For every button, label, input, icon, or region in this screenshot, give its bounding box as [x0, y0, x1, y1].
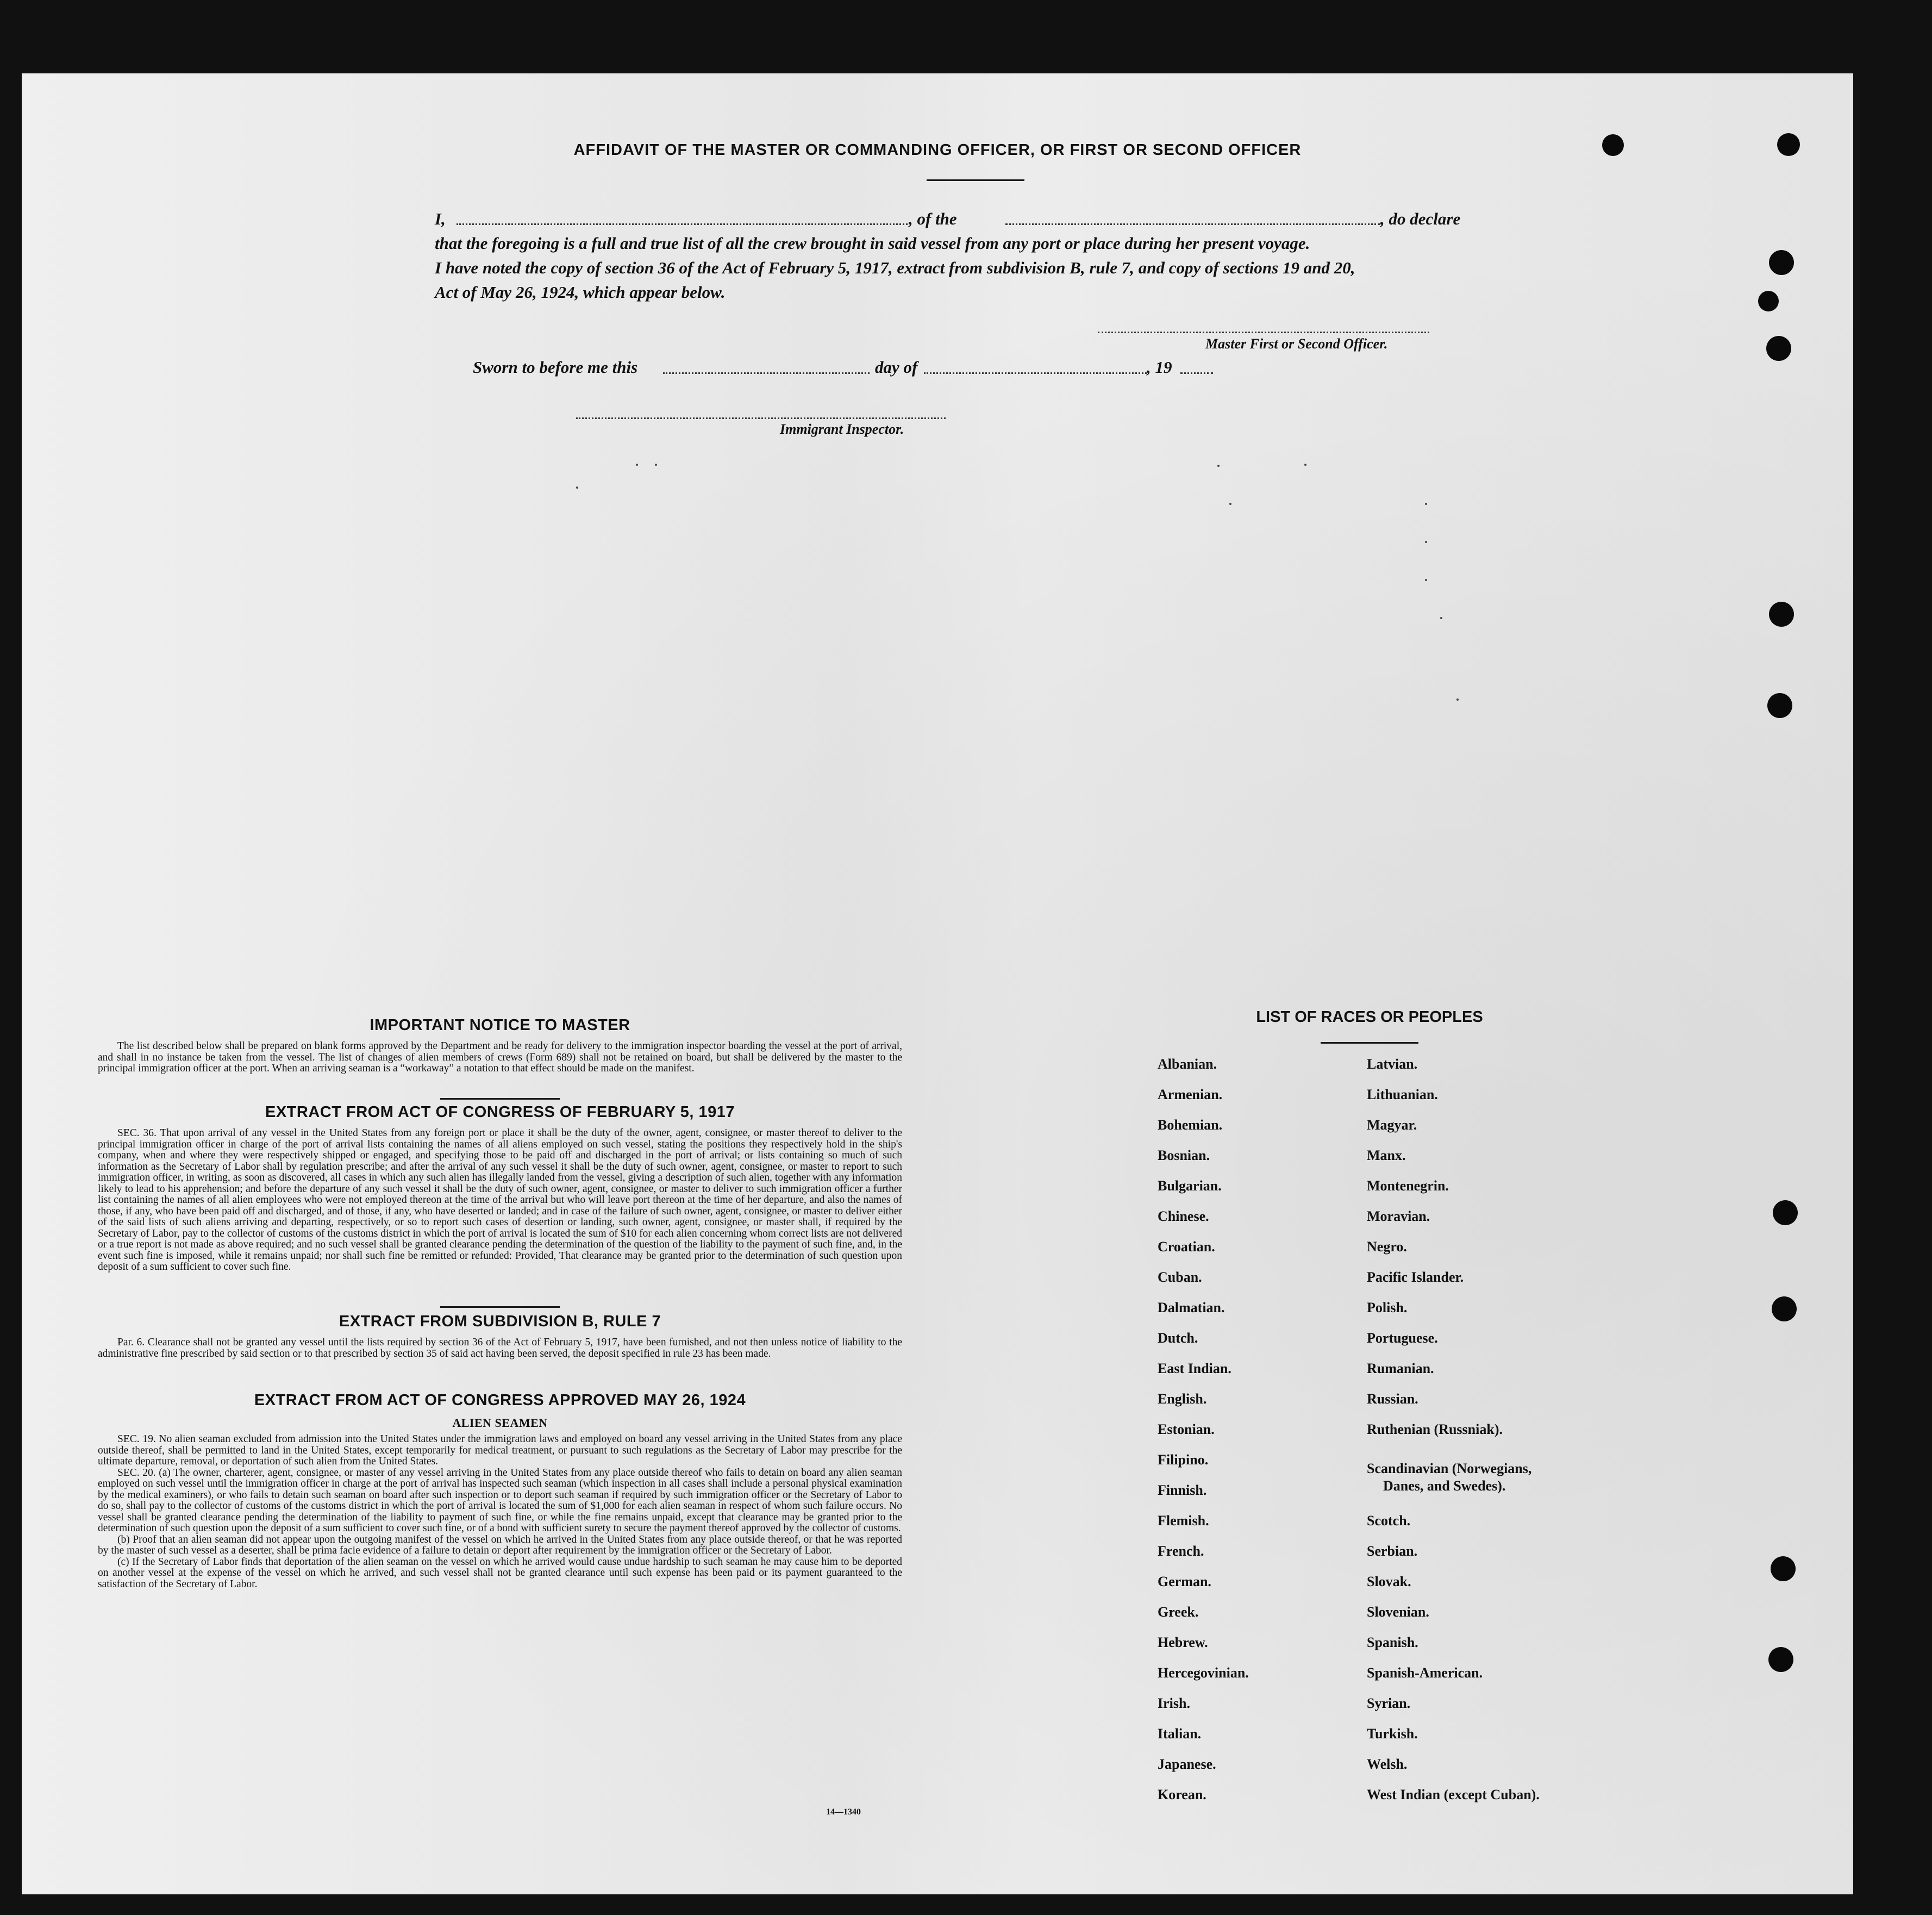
section-rule — [440, 1306, 560, 1308]
speck — [1217, 465, 1220, 467]
race-item: Bosnian. — [1158, 1147, 1210, 1163]
race-item: German. — [1158, 1574, 1211, 1589]
speck — [1425, 541, 1427, 543]
race-item: Lithuanian. — [1367, 1087, 1438, 1102]
race-item: Serbian. — [1367, 1543, 1418, 1559]
sworn-month-blank[interactable] — [924, 372, 1147, 374]
race-item: Korean. — [1158, 1787, 1206, 1802]
race-item: Greek. — [1158, 1604, 1199, 1620]
race-item: Finnish. — [1158, 1482, 1207, 1498]
punch-hole — [1758, 291, 1779, 311]
form-number: 14—1340 — [826, 1807, 861, 1817]
race-item: East Indian. — [1158, 1361, 1231, 1376]
sworn-day-blank[interactable] — [663, 372, 870, 374]
race-item: Irish. — [1158, 1695, 1190, 1711]
title-rule — [927, 179, 1024, 181]
extract-rule7-text: Par. 6. Clearance shall not be granted any vessel until the lists required by section 36 of the Act of February 5, 1917, have been furnished, and not then unless notice of liability to the administrative fine prescribed by said section or to that prescribed by section 35 of said act having been served, the deposit specified in rule 23 has been made. — [98, 1337, 902, 1359]
punch-hole — [1772, 1296, 1797, 1321]
day-of-label: day of — [875, 358, 918, 377]
race-item: Italian. — [1158, 1726, 1202, 1742]
race-item: Filipino. — [1158, 1452, 1209, 1468]
name-blank[interactable] — [457, 223, 908, 225]
race-item: Armenian. — [1158, 1087, 1223, 1102]
punch-hole — [1767, 693, 1792, 718]
race-item: Scandinavian (Norwegians, — [1367, 1461, 1532, 1476]
race-item: Moravian. — [1367, 1208, 1430, 1224]
affidavit-title: AFFIDAVIT OF THE MASTER OR COMMANDING OFFICER, OR FIRST OR SECOND OFFICER — [573, 141, 1302, 159]
race-item: Cuban. — [1158, 1269, 1202, 1285]
punch-hole — [1768, 1647, 1793, 1672]
race-item: Ruthenian (Russniak). — [1367, 1421, 1503, 1437]
race-item: English. — [1158, 1391, 1207, 1407]
race-item: Bohemian. — [1158, 1117, 1223, 1133]
speck — [636, 464, 638, 466]
race-item: Slovenian. — [1367, 1604, 1429, 1620]
inspector-signature-blank[interactable] — [576, 417, 946, 419]
race-item: Russian. — [1367, 1391, 1418, 1407]
vessel-blank[interactable] — [1005, 223, 1380, 225]
punch-hole — [1773, 1200, 1798, 1225]
master-signature-blank[interactable] — [1098, 332, 1429, 333]
race-item: Magyar. — [1367, 1117, 1417, 1133]
i-label: I, — [435, 209, 446, 228]
sworn-label: Sworn to before me this — [473, 358, 638, 377]
race-item: Pacific Islander. — [1367, 1269, 1464, 1285]
race-item: Albanian. — [1158, 1056, 1217, 1072]
speck — [576, 486, 578, 489]
race-item: Latvian. — [1367, 1056, 1418, 1072]
race-item: Manx. — [1367, 1147, 1406, 1163]
race-item: West Indian (except Cuban). — [1367, 1787, 1540, 1802]
punch-hole — [1769, 250, 1794, 275]
extract-1924-text: SEC. 19. No alien seaman excluded from admission into the United States under the immigration laws and employed on board any vessel arriving in the United States from any place outside thereof, shall be permitted to land in the United States, except temporarily for medical treatment, or pursuant to such regulations as the Secretary of Labor may prescribe for the ultimate departure, removal, or deportation of such alien from the United States. SEC. 20. (a) The owner, charterer, agent, consignee, or master of any vessel arriving in the United States from any place outside thereof who fails to detain on board any alien seaman employed on such vessel until the immigration officer in charge at the port of arrival has inspected such seaman (which inspection in all cases shall include a personal physical examination by the medical examiners), or who fails to detain such seaman on board after such inspection or to deport such seaman if required by such immigration officer or the Secretary of Labor to do so, shall pay to the collector of customs of the customs district in which the port of arrival is located the sum of $1,000 for each alien seaman in respect of whom such failure occurs. No vessel shall be granted clearance pending the determination of the liability to payment of such fine, or while the fine remains unpaid, except that clearance may be granted prior to the determination of such question upon the deposit of a sum sufficient to cover such fine, or of a bond with sufficient surety to secure the payment thereof approved by the collector of customs. (b) Proof that an alien seaman did not appear upon the outgoing manifest of the vessel on which he arrived in the United States from any place outside thereof, or that he was reported by the master of such vessel as a deserter, shall be prima facie evidence of a failure to detain or deport after requirement by the immigration officer or the Secretary of Labor. (c) If the Secretary of Labor finds that deportation of the alien seaman on the vessel on which he arrived would cause undue hardship to such seaman he may cause him to be deported on another vessel at the expense of the vessel on which he arrived, and such vessel shall not be granted clearance until such expense has been paid or its payment guaranteed to the satisfaction of the Secretary of Labor. — [98, 1433, 902, 1590]
race-item: Flemish. — [1158, 1513, 1209, 1529]
race-item: Slovak. — [1367, 1574, 1411, 1589]
extract-1917-title: EXTRACT FROM ACT OF CONGRESS OF FEBRUARY 5, 1917 — [265, 1103, 735, 1121]
punch-hole — [1766, 336, 1791, 361]
year-blank[interactable] — [1180, 372, 1213, 374]
race-item: Danes, and Swedes). — [1383, 1478, 1506, 1494]
race-item: Hercegovinian. — [1158, 1665, 1249, 1681]
race-item: Portuguese. — [1367, 1330, 1438, 1346]
race-item: Negro. — [1367, 1239, 1407, 1255]
speck — [1304, 464, 1306, 466]
affidavit-line-1 — [435, 209, 446, 229]
races-rule — [1321, 1042, 1418, 1044]
inspector-signature-label: Immigrant Inspector. — [780, 421, 904, 437]
punch-hole — [1771, 1556, 1796, 1581]
speck — [1425, 503, 1427, 505]
race-item: Turkish. — [1367, 1726, 1418, 1742]
notice-text: The list described below shall be prepared on blank forms approved by the Department and be ready for delivery to the immigration inspector boarding the vessel at the port of arrival, and shall in no instance be taken from the vessel. The list of changes of alien members of crews (Form 689) shall not be retained on board, but shall be delivered by the master to the principal immigration officer at the port. When an arriving seaman is a “workaway” a notation to that effect should be made on the manifest. — [98, 1040, 902, 1074]
extract-1917-text: SEC. 36. That upon arrival of any vessel in the United States from any foreign port or place it shall be the duty of the owner, agent, consignee, or master thereof to deliver to the principal immigration officer in charge of the port of arrival lists containing the names of all aliens employed on such vessel, stating the positions they respectively hold in the ship's company, when and where they were respectively shipped or engaged, and specifying those to be paid off and discharged in the port of arrival; or lists containing so much of such information as the Secretary of Labor shall by regulation prescribe; and after the arrival of any such vessel it shall be the duty of such owner, agent, consignee, or master to report to such immigration officer, in writing, as soon as discovered, all cases in which any such alien has illegally landed from the vessel, giving a description of such alien, together with any information likely to lead to his apprehension; and before the departure of any such vessel it shall be the duty of such owner, agent, consignee, or master to deliver to such immigration officer a further list containing the names of all alien employees who were not employed thereon at the time of the arrival but who will leave port thereon at the time of her departure, and also the names of those, if any, who have been paid off and discharged, and of those, if any, who have deserted or landed; and in case of the failure of such owner, agent, consignee, or master to deliver either of the said lists of such aliens arriving and departing, respectively, or so to report such cases of desertion or landing, such owner, agent, consignee, or master shall, if required by the Secretary of Labor, pay to the collector of customs of the customs district in which the port of arrival is located the sum of $10 for each alien concerning whom correct lists are not delivered or a true report is not made as above required; and no such vessel shall be granted clearance pending the determination of the question of the liability to the payment of such fine, and, in the event such fine is imposed, while it remains unpaid; nor shall such fine be remitted or refunded: Provided, That clearance may be granted prior to the determination of such question upon deposit of a sum sufficient to cover such fine. — [98, 1127, 902, 1272]
race-item: Croatian. — [1158, 1239, 1215, 1255]
section-rule — [440, 1098, 560, 1100]
race-item: Estonian. — [1158, 1421, 1215, 1437]
punch-hole — [1769, 602, 1794, 627]
race-item: Dalmatian. — [1158, 1300, 1225, 1315]
document-page — [22, 73, 1853, 1894]
alien-seamen-subtitle: ALIEN SEAMEN — [452, 1416, 548, 1430]
race-item: Montenegrin. — [1367, 1178, 1449, 1194]
races-title: LIST OF RACES OR PEOPLES — [1256, 1008, 1483, 1026]
punch-hole — [1602, 134, 1624, 156]
year-prefix: , 19 — [1147, 358, 1172, 377]
extract-1924-title: EXTRACT FROM ACT OF CONGRESS APPROVED MAY 26, 1924 — [254, 1392, 746, 1409]
do-declare-label: , do declare — [1380, 209, 1461, 228]
extract-rule7-title: EXTRACT FROM SUBDIVISION B, RULE 7 — [339, 1313, 661, 1330]
race-item: Hebrew. — [1158, 1635, 1208, 1650]
race-item: Scotch. — [1367, 1513, 1411, 1529]
race-item: Spanish. — [1367, 1635, 1418, 1650]
race-item: Polish. — [1367, 1300, 1408, 1315]
notice-title: IMPORTANT NOTICE TO MASTER — [370, 1016, 630, 1034]
speck — [1440, 617, 1442, 619]
master-signature-label: Master First or Second Officer. — [1205, 336, 1388, 352]
speck — [1425, 579, 1427, 581]
race-item: Dutch. — [1158, 1330, 1198, 1346]
speck — [1456, 698, 1459, 701]
affidavit-line-4: Act of May 26, 1924, which appear below. — [435, 283, 726, 302]
affidavit-line-3: I have noted the copy of section 36 of the Act of February 5, 1917, extract from subdivision B, rule 7, and copy of sections 19 and 20, — [435, 258, 1355, 277]
race-item: Syrian. — [1367, 1695, 1411, 1711]
race-item: Bulgarian. — [1158, 1178, 1222, 1194]
affidavit-line-2: that the foregoing is a full and true list of all the crew brought in said vessel from any port or place during her present voyage. — [435, 234, 1310, 253]
race-item: Spanish-American. — [1367, 1665, 1483, 1681]
race-item: Japanese. — [1158, 1756, 1216, 1772]
punch-hole — [1777, 133, 1800, 156]
race-item: Chinese. — [1158, 1208, 1209, 1224]
speck — [1229, 503, 1231, 505]
of-the-label: , of the — [909, 209, 957, 228]
race-item: Welsh. — [1367, 1756, 1408, 1772]
speck — [655, 464, 657, 466]
race-item: Rumanian. — [1367, 1361, 1434, 1376]
race-item: French. — [1158, 1543, 1204, 1559]
